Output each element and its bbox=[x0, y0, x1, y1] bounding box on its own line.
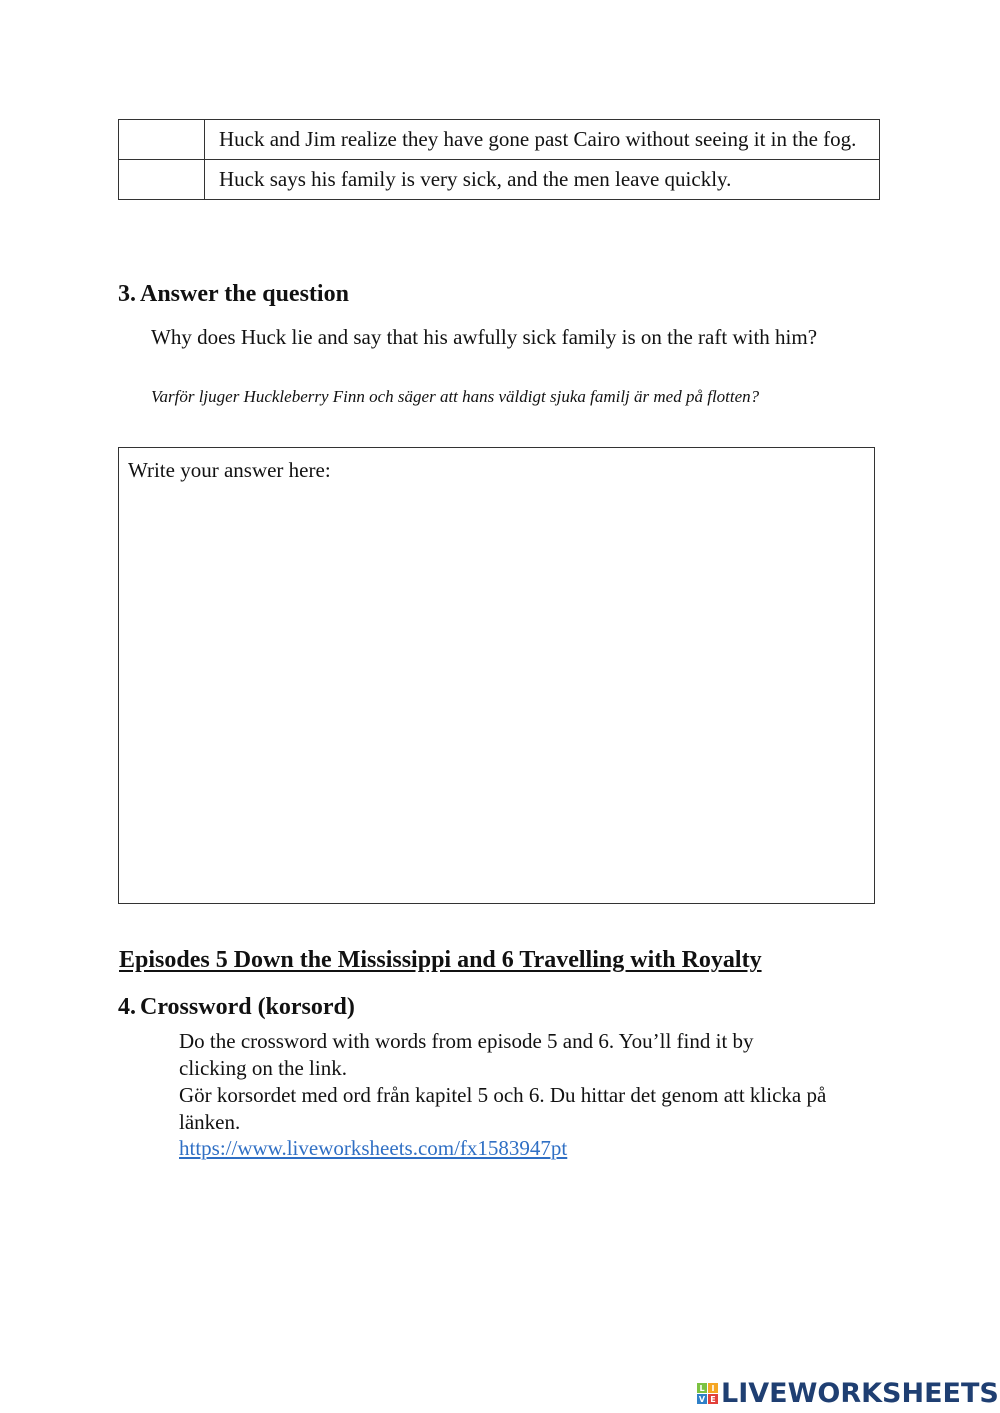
event-text: Huck and Jim realize they have gone past Cairo without seeing it in the fog. bbox=[205, 120, 880, 160]
section-4-heading bbox=[118, 994, 355, 1021]
episode-heading: Episodes 5 Down the Mississippi and 6 Travelling with Royalty bbox=[119, 947, 762, 973]
crossword-link[interactable]: https://www.liveworksheets.com/fx1583947pt bbox=[179, 1136, 568, 1160]
section-title: Crossword (korsord) bbox=[140, 994, 355, 1020]
logo-text: LIVEWORKSHEETS bbox=[721, 1378, 999, 1409]
table-row bbox=[119, 120, 880, 160]
order-cell[interactable] bbox=[119, 120, 205, 160]
section-number: 4. bbox=[118, 994, 136, 1020]
order-cell[interactable] bbox=[119, 160, 205, 200]
liveworksheets-logo[interactable] bbox=[697, 1378, 999, 1409]
instruction-english: Do the crossword with words from episode 5 and 6. You’ll find it by clicking on the link. bbox=[179, 1029, 754, 1080]
section-number: 3. bbox=[118, 281, 136, 307]
question-swedish: Varför ljuger Huckleberry Finn och säger att hans väldigt sjuka familj är med på flotten? bbox=[151, 387, 760, 406]
instruction-swedish: Gör korsordet med ord från kapitel 5 och 6. Du hittar det genom att klicka på länken. bbox=[179, 1083, 827, 1134]
live-blocks-icon: L I V E bbox=[697, 1383, 718, 1404]
answer-input[interactable] bbox=[118, 447, 875, 904]
section-3-heading bbox=[118, 281, 349, 308]
event-text: Huck says his family is very sick, and the men leave quickly. bbox=[205, 160, 880, 200]
section-title: Answer the question bbox=[140, 281, 349, 307]
answer-prompt: Write your answer here: bbox=[128, 458, 331, 482]
table-row bbox=[119, 160, 880, 200]
events-table bbox=[118, 119, 880, 200]
question-english: Why does Huck lie and say that his awfully sick family is on the raft with him? bbox=[151, 325, 818, 349]
